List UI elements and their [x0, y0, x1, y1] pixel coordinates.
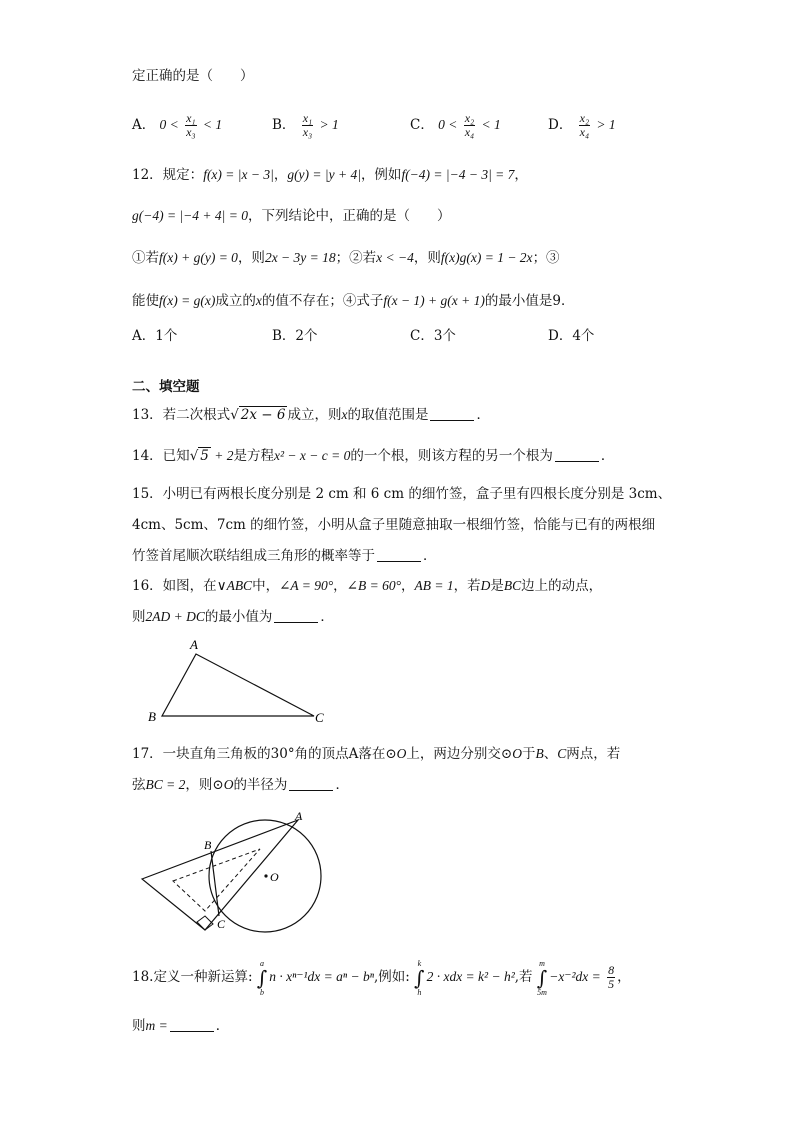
- q15-line-3: [132, 546, 437, 566]
- q16-triangle-figure: [140, 632, 340, 732]
- q15-text: 竹签首尾顺次联结组成三角形的概率等于: [132, 548, 375, 564]
- q16-text-6: 的最小值为: [204, 609, 273, 625]
- q16-text-5: 边上的动点，: [521, 578, 603, 594]
- label-a: A: [295, 809, 303, 823]
- q12-prompt: ，下列结论中，正确的是（ ）: [247, 208, 451, 224]
- answer-blank[interactable]: [274, 608, 318, 623]
- q18-if: ,若: [514, 969, 533, 985]
- q12-line-3: [132, 248, 560, 268]
- frac-num: x₂: [464, 111, 475, 125]
- separator: ，: [514, 167, 528, 183]
- q17-text: 17．一块直角三角板的30°角的顶点A落在⊙: [132, 746, 397, 762]
- lower-limit: h: [417, 987, 422, 997]
- q18-line-1: [132, 958, 631, 997]
- frac-den: x₄: [579, 125, 590, 139]
- option-expr-right: > 1: [319, 117, 339, 132]
- frac-den: x₃: [302, 125, 313, 139]
- s1-condition: f(x) + g(y) = 0: [159, 250, 238, 265]
- integral-sign: ∫: [536, 965, 548, 990]
- q14-text: 14．已知: [132, 448, 190, 464]
- q18-var: m =: [145, 1018, 168, 1033]
- upper-limit: m: [539, 958, 545, 968]
- q16-text-2: 中，: [252, 578, 280, 594]
- period: ．: [215, 1018, 230, 1034]
- option-label: C．: [410, 117, 434, 133]
- s1-lead: ①若: [132, 250, 159, 266]
- period: ．: [335, 777, 349, 793]
- q15-line-1: 15．小明已有两根长度分别是 2 cm 和 6 cm 的细竹签，盒子里有四根长度分别是 3cm、: [132, 486, 672, 502]
- q16-text-4: 是: [490, 578, 504, 594]
- q16-line-1: [132, 576, 602, 596]
- f-definition: f(x) = |x − 3|: [203, 167, 274, 182]
- q12-line-1: [132, 165, 528, 185]
- integral-2: [414, 959, 424, 997]
- s3-var: x: [255, 293, 262, 308]
- frac-num: x₂: [579, 111, 590, 125]
- plus-term: + 2: [210, 448, 234, 463]
- point-b: B: [535, 746, 544, 761]
- s3-lead: ；③: [532, 250, 560, 266]
- option-fraction: [302, 112, 314, 139]
- q18-text: 18.定义一种新运算:: [132, 969, 253, 985]
- q17-text-3: 于: [521, 746, 536, 762]
- label-b: B: [148, 709, 156, 724]
- lower-limit: b: [260, 987, 265, 997]
- q12-intro: 12．规定：: [132, 167, 204, 183]
- point-c: C: [557, 746, 567, 761]
- separator: ，: [400, 578, 415, 594]
- integral-1: [257, 959, 267, 997]
- s2-lead: ；②若: [335, 250, 377, 266]
- triangle-abc: [162, 654, 314, 716]
- q11-option-d: [548, 112, 616, 139]
- separator: 、: [543, 746, 558, 762]
- s4-text: 的最小值是9．: [484, 293, 575, 309]
- s3-text-2: 成立的: [215, 293, 256, 309]
- separator: ，: [273, 167, 288, 183]
- q12-option-a: A．1个: [132, 328, 178, 344]
- q18-example: ,例如:: [374, 969, 410, 985]
- circle-o: O: [396, 746, 407, 761]
- q17-text-6: 的半径为: [233, 777, 288, 793]
- center-point: [264, 874, 267, 877]
- frac-den: x₃: [186, 125, 196, 139]
- radicand: 5: [200, 448, 209, 464]
- answer-blank[interactable]: [170, 1017, 214, 1032]
- q18-then: 则: [132, 1018, 146, 1034]
- s4-expr: f(x − 1) + g(x + 1): [383, 293, 485, 308]
- q17-text-4: 两点，若: [566, 746, 621, 762]
- s3-text: 能使: [132, 293, 159, 309]
- chord-line: [211, 851, 219, 916]
- example-g: g(−4) = |−4 + 4| = 0: [132, 208, 248, 223]
- label-b: B: [204, 838, 212, 852]
- q13-text: 13．若二次根式: [132, 407, 231, 423]
- q15-line-2: 4cm、5cm、7cm 的细竹签，小明从盒子里随意抽取一根细竹签，恰能与已有的两根细: [132, 517, 656, 533]
- integral-2-body: 2 · xdx = k² − h²: [426, 969, 515, 984]
- angle-a: ∠A = 90°: [279, 578, 334, 593]
- q13: [132, 405, 490, 425]
- answer-blank[interactable]: [555, 447, 599, 462]
- frac-den: 5: [608, 977, 615, 991]
- side-bc: BC: [503, 578, 522, 593]
- option-fraction: [185, 112, 197, 139]
- s2-result: f(x)g(x) = 1 − 2x: [440, 250, 533, 265]
- integral-3: [537, 959, 547, 997]
- option-expr-right: > 1: [596, 117, 616, 132]
- option-fraction: [579, 112, 591, 139]
- option-fraction: [464, 112, 476, 139]
- s1-result: 2x − 3y = 18: [264, 250, 336, 265]
- q13-var: x: [341, 407, 348, 422]
- s2-then: ，则: [413, 250, 441, 266]
- s2-condition: x < −4: [376, 250, 414, 265]
- q16-then: 则: [132, 609, 146, 625]
- g-definition: g(y) = |y + 4|: [287, 167, 361, 182]
- separator: ，: [617, 969, 631, 985]
- q14: [132, 446, 614, 466]
- s3-text-3: 的值不存在；④式子: [261, 293, 384, 309]
- q12-line-2: [132, 206, 450, 226]
- q17-chord-word: 弦: [132, 777, 146, 793]
- q18-line-2: [132, 1016, 229, 1036]
- chord-bc: BC = 2: [145, 777, 186, 792]
- option-label: A．: [132, 117, 156, 133]
- q14-text-2: 是方程: [233, 448, 275, 464]
- q13-text-3: 的取值范围是: [347, 407, 429, 423]
- label-c: C: [315, 710, 324, 725]
- label-c: C: [217, 917, 226, 931]
- q17-circle-figure: [135, 808, 335, 938]
- label-o: O: [270, 870, 279, 884]
- q14-text-3: 的一个根，则该方程的另一个根为: [350, 448, 553, 464]
- frac-num: 8: [608, 963, 615, 977]
- side-ab: AB = 1: [414, 578, 454, 593]
- point-d: D: [480, 578, 491, 593]
- integral-sign: ∫: [414, 965, 425, 990]
- s3-expr: f(x) = g(x): [159, 293, 216, 308]
- q16-expr: 2AD + DC: [145, 609, 205, 624]
- q13-text-2: 成立，则: [287, 407, 342, 423]
- answer-blank[interactable]: [430, 406, 474, 421]
- frac-num: x₁: [186, 111, 196, 125]
- period: ．: [600, 448, 615, 464]
- q11-option-c: [410, 112, 501, 139]
- period: ．: [320, 609, 334, 625]
- option-expr-left: 0 <: [159, 117, 179, 132]
- example-f: f(−4) = |−4 − 3| = 7: [401, 167, 515, 182]
- lower-limit: 5m: [537, 987, 547, 997]
- result-fraction: [607, 964, 615, 991]
- option-expr-right: < 1: [481, 117, 501, 132]
- q16-text: 16．如图，在: [132, 578, 217, 594]
- triangle-name: ∨ABC: [216, 578, 253, 593]
- example-word: ，例如: [360, 167, 402, 183]
- integral-sign: ∫: [256, 965, 268, 990]
- upper-limit: k: [417, 958, 422, 968]
- option-expr-left: 0 <: [438, 117, 458, 132]
- q11-option-a: [132, 112, 222, 139]
- q11-option-b: [272, 112, 339, 139]
- radicand: 2x − 6: [240, 407, 286, 423]
- circle-o: O: [512, 746, 522, 761]
- q11-tail: 定正确的是（ ）: [132, 68, 254, 84]
- q16-line-2: [132, 607, 334, 627]
- q12-option-b: B．2个: [272, 328, 318, 344]
- section-heading: 二、填空题: [132, 379, 200, 395]
- integral-3-body: −x⁻²dx =: [549, 969, 601, 984]
- answer-blank[interactable]: [289, 776, 333, 791]
- q17-text-5: ，则⊙: [185, 777, 224, 793]
- integral-1-body: n · xⁿ⁻¹dx = aⁿ − bⁿ: [269, 969, 375, 984]
- upper-limit: a: [260, 958, 265, 968]
- sqrt-sign: √: [230, 407, 239, 423]
- circle-o: O: [223, 777, 234, 792]
- s1-then: ，则: [237, 250, 265, 266]
- frac-num: x₁: [302, 111, 313, 125]
- q17-line-2: [132, 775, 349, 795]
- q12-option-c: C．3个: [410, 328, 456, 344]
- separator: ，: [333, 578, 347, 594]
- frac-den: x₄: [464, 125, 475, 139]
- label-a: A: [190, 637, 198, 652]
- equation: x² − x − c = 0: [274, 448, 351, 463]
- q17-text-2: 上，两边分别交⊙: [406, 746, 513, 762]
- angle-b: ∠B = 60°: [346, 578, 401, 593]
- q16-text-3: ，若: [453, 578, 481, 594]
- q12-line-4: [132, 291, 574, 311]
- answer-blank[interactable]: [377, 547, 421, 562]
- q17-line-1: [132, 744, 620, 764]
- option-label: D．: [548, 117, 573, 133]
- q12-option-d: D．4个: [548, 328, 595, 344]
- period: ．: [423, 548, 437, 564]
- option-label: B．: [272, 117, 296, 133]
- sqrt-sign: √: [189, 448, 199, 464]
- option-expr-right: < 1: [202, 117, 223, 132]
- period: ．: [476, 407, 490, 423]
